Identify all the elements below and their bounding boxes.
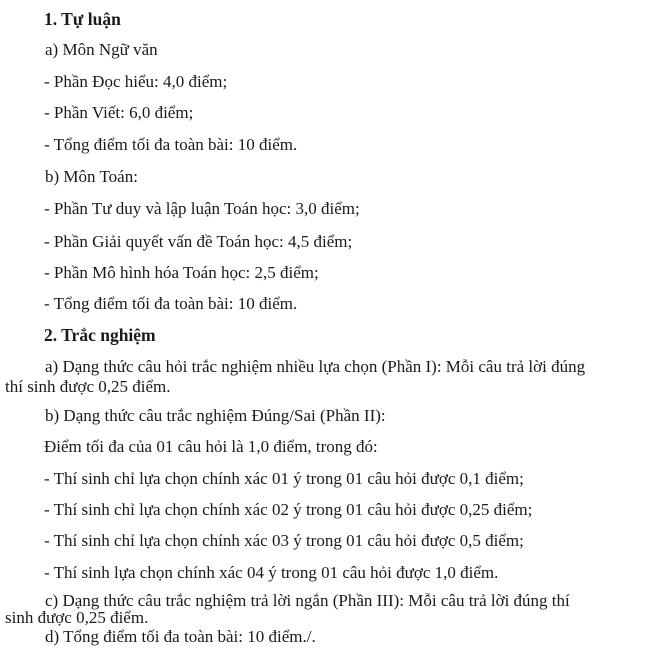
list-item: - Phần Giải quyết vấn đề Toán học: 4,5 điểm; [44, 232, 353, 251]
list-item: - Thí sinh chỉ lựa chọn chính xác 02 ý trong 01 câu hỏi được 0,25 điểm; [44, 500, 533, 519]
list-item: - Phần Tư duy và lập luận Toán học: 3,0 điểm; [44, 199, 360, 218]
list-item: - Phần Viết: 6,0 điểm; [44, 103, 194, 122]
subsection-title-part-b: b) Dạng thức câu trắc nghiệm Đúng/Sai (Phần II): [45, 406, 386, 425]
paragraph-part-b-intro: Điểm tối đa của 01 câu hỏi là 1,0 điểm, trong đó: [44, 437, 378, 456]
paragraph-part-c-line1: c) Dạng thức câu trắc nghiệm trả lời ngắn (Phần III): Mỗi câu trả lời đúng thí [45, 591, 570, 610]
paragraph-part-c-line2: sinh được 0,25 điểm. [5, 608, 149, 627]
list-item: - Thí sinh chỉ lựa chọn chính xác 01 ý trong 01 câu hỏi được 0,1 điểm; [44, 469, 524, 488]
list-item: - Thí sinh chỉ lựa chọn chính xác 03 ý trong 01 câu hỏi được 0,5 điểm; [44, 531, 524, 550]
list-item: - Phần Mô hình hóa Toán học: 2,5 điểm; [44, 263, 319, 282]
list-item: - Tổng điểm tối đa toàn bài: 10 điểm. [44, 294, 298, 313]
section-heading-multiple-choice: 2. Trắc nghiệm [44, 325, 156, 345]
list-item: - Thí sinh lựa chọn chính xác 04 ý trong 01 câu hỏi được 1,0 điểm. [44, 563, 499, 582]
subsection-title-math: b) Môn Toán: [45, 167, 138, 186]
subsection-title-literature: a) Môn Ngữ văn [45, 40, 158, 59]
list-item: - Phần Đọc hiểu: 4,0 điểm; [44, 72, 228, 91]
section-heading-essay: 1. Tự luận [44, 9, 121, 29]
paragraph-part-a-line1: a) Dạng thức câu hỏi trắc nghiệm nhiều lựa chọn (Phần I): Mỗi câu trả lời đúng [45, 357, 586, 376]
paragraph-part-d: d) Tổng điểm tối đa toàn bài: 10 điểm./. [45, 627, 316, 646]
list-item: - Tổng điểm tối đa toàn bài: 10 điểm. [44, 135, 298, 154]
paragraph-part-a-line2: thí sinh được 0,25 điểm. [5, 377, 171, 396]
